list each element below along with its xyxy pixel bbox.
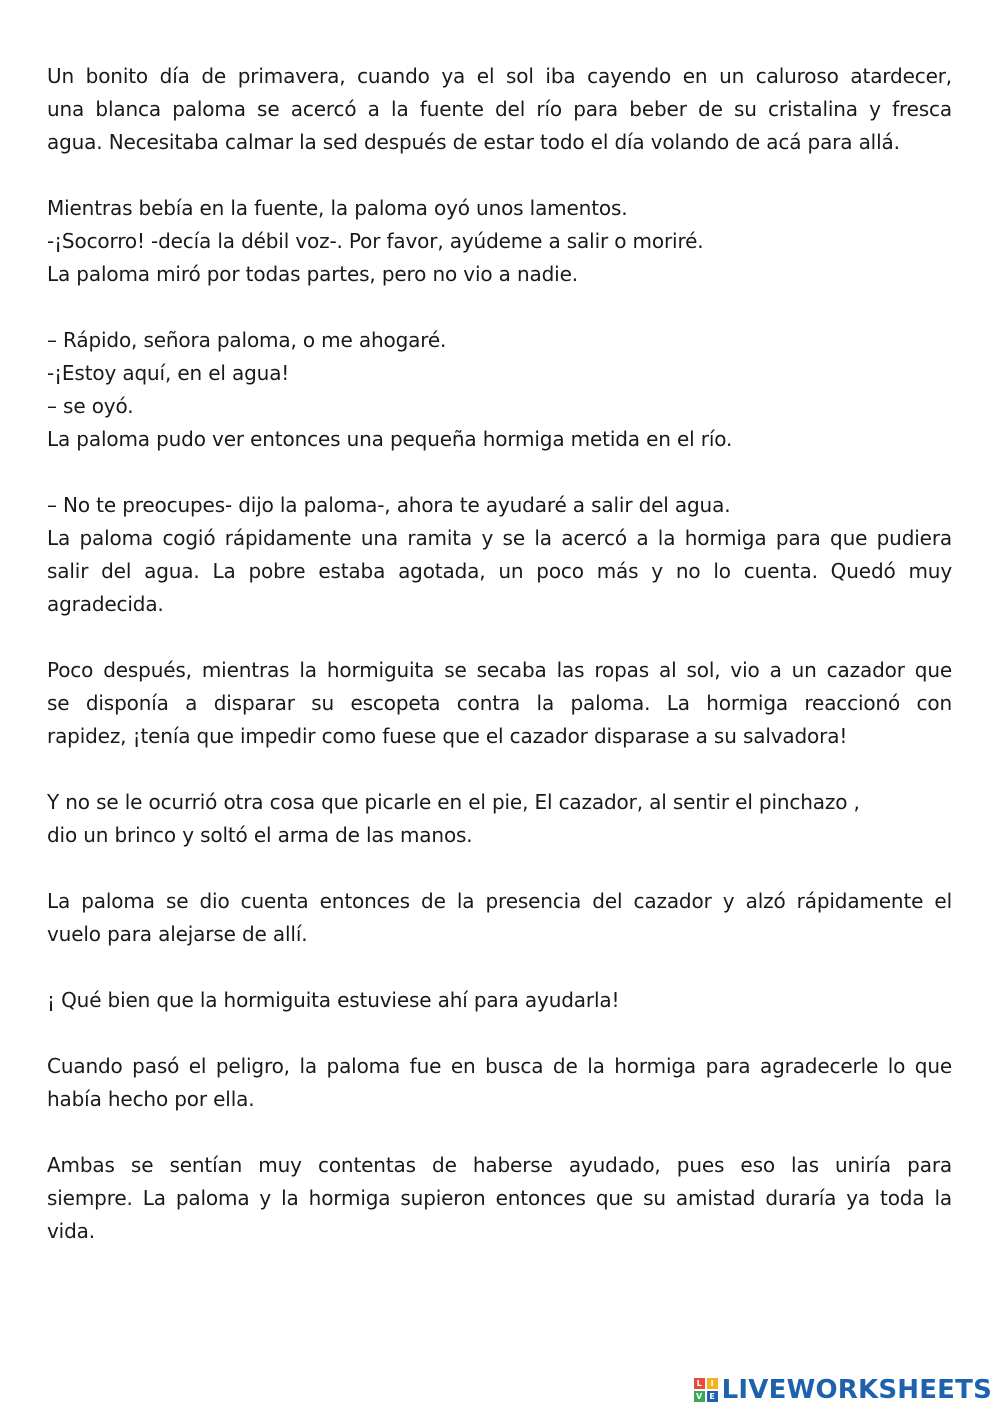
text-line: Cuando pasó el peligro, la paloma fue en busca de la hormiga para agradecerle lo que xyxy=(47,1054,952,1078)
text-line: -¡Estoy aquí, en el agua! xyxy=(47,361,290,385)
paragraph xyxy=(47,192,952,291)
brand-name: LIVEWORKSHEETS xyxy=(721,1375,992,1405)
text-line: La paloma pudo ver entonces una pequeña hormiga metida en el río. xyxy=(47,427,733,451)
text-line: vida. xyxy=(47,1219,95,1243)
text-line: Un bonito día de primavera, cuando ya el sol iba cayendo en un caluroso atardecer, xyxy=(47,64,952,88)
text-line: vuelo para alejarse de allí. xyxy=(47,922,308,946)
text-line: Poco después, mientras la hormiguita se secaba las ropas al sol, vio a un cazador que xyxy=(47,658,952,682)
text-line: -¡Socorro! -decía la débil voz-. Por favor, ayúdeme a salir o moriré. xyxy=(47,229,704,253)
paragraph xyxy=(47,984,952,1017)
text-line: agradecida. xyxy=(47,592,164,616)
text-line: dio un brinco y soltó el arma de las manos. xyxy=(47,823,473,847)
paragraph xyxy=(47,885,952,951)
logo-cube: E xyxy=(707,1391,718,1402)
paragraph xyxy=(47,786,952,852)
logo-cube: V xyxy=(694,1391,705,1402)
text-line: – se oyó. xyxy=(47,394,134,418)
text-line: agua. Necesitaba calmar la sed después de estar todo el día volando de acá para allá. xyxy=(47,130,900,154)
text-line: se disponía a disparar su escopeta contra la paloma. La hormiga reaccionó con xyxy=(47,691,952,715)
text-line: una blanca paloma se acercó a la fuente del río para beber de su cristalina y fresca xyxy=(47,97,952,121)
logo-cubes-icon xyxy=(694,1378,718,1402)
paragraph xyxy=(47,654,952,753)
story-text xyxy=(47,60,952,1281)
logo-cube: I xyxy=(707,1378,718,1389)
text-line: había hecho por ella. xyxy=(47,1087,255,1111)
text-line: salir del agua. La pobre estaba agotada, un poco más y no lo cuenta. Quedó muy xyxy=(47,559,952,583)
text-line: – No te preocupes- dijo la paloma-, ahora te ayudaré a salir del agua. xyxy=(47,493,731,517)
paragraph xyxy=(47,324,952,456)
liveworksheets-logo xyxy=(694,1373,992,1407)
paragraph xyxy=(47,1050,952,1116)
paragraph xyxy=(47,1149,952,1248)
paragraph xyxy=(47,60,952,159)
logo-cube: L xyxy=(694,1378,705,1389)
text-line: siempre. La paloma y la hormiga supieron entonces que su amistad duraría ya toda la xyxy=(47,1186,952,1210)
text-line: ¡ Qué bien que la hormiguita estuviese ahí para ayudarla! xyxy=(47,988,620,1012)
text-line: La paloma miró por todas partes, pero no vio a nadie. xyxy=(47,262,578,286)
text-line: La paloma cogió rápidamente una ramita y se la acercó a la hormiga para que pudiera xyxy=(47,526,952,550)
text-line: La paloma se dio cuenta entonces de la presencia del cazador y alzó rápidamente el xyxy=(47,889,952,913)
paragraph xyxy=(47,489,952,621)
text-line: Mientras bebía en la fuente, la paloma oyó unos lamentos. xyxy=(47,196,628,220)
text-line: – Rápido, señora paloma, o me ahogaré. xyxy=(47,328,447,352)
text-line: rapidez, ¡tenía que impedir como fuese que el cazador disparase a su salvadora! xyxy=(47,724,848,748)
text-line: Y no se le ocurrió otra cosa que picarle en el pie, El cazador, al sentir el pinchazo , xyxy=(47,790,860,814)
text-line: Ambas se sentían muy contentas de haberse ayudado, pues eso las uniría para xyxy=(47,1153,952,1177)
